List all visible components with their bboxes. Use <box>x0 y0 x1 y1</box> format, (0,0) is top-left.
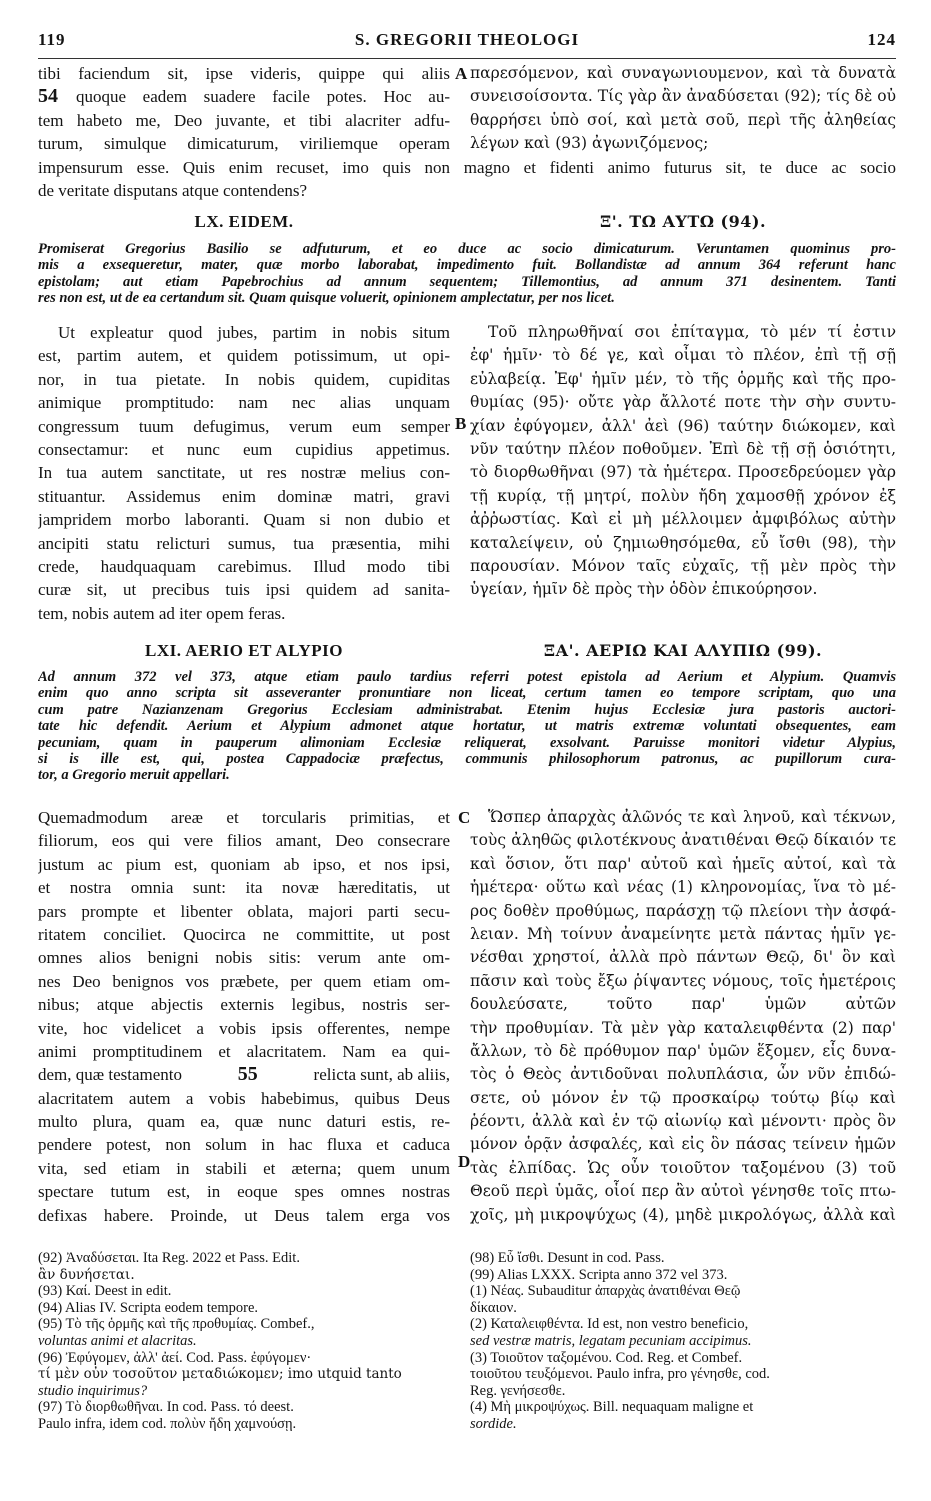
text-line: crede, haudquaquam carebimus. Illud modo tibi <box>38 556 450 576</box>
footnote-line: sed vestræ matris, legatam pecuniam accipimus. <box>470 1332 752 1349</box>
footnote-line: sordide. <box>470 1415 517 1432</box>
text-line: σετε, οὐ μόνον ἐν τῷ προσκαίρῳ τούτῳ βίῳ καὶ <box>470 1088 896 1107</box>
text-line: χίαν ἐφύγομεν, ἀλλ' ἀεὶ (96) ταύτην διώκομεν, καὶ <box>470 416 896 435</box>
text-line: συνεισοίσοντα. Τίς γὰρ ἂν ἀναδύσεται (92); τίς δὲ οὐ <box>470 87 896 106</box>
text-line: stituantur. Assidemus enim dominæ matri, gravi <box>38 486 450 506</box>
text-line: παρεσόμενον, καὶ συναγωνιουμενον, καὶ τὰ δυνατὰ <box>470 64 896 82</box>
text-line: δουλεύσατε, τοῦτο παρ' ὑμῶν αὐτῶν <box>470 995 896 1014</box>
text-line: Ut expleatur quod jubes, partim in nobis situm <box>58 323 450 342</box>
footnote-line: (95) Τὸ τῆς ὁρμῆς καὶ τῆς προθυμίας. Combef., <box>38 1316 315 1333</box>
text-line: turum, simulque dimicaturum, viriliemque operam <box>38 134 450 154</box>
text-line: ἄλλων, τὸ δὲ πρόθυμον παρ' ὑμῶν ἕξομεν, εἷς δυνα- <box>470 1041 896 1060</box>
letter-argument <box>38 241 896 307</box>
text-line: epistolam; aut etiam Papebrochius ad annum sequentem; Tillemontius, ad annum 371 desinentem. Tanti <box>38 273 896 290</box>
text-line: ancipiti statu relicturi sumus, tua præsentia, mihi <box>38 533 450 553</box>
footnote-line: Paulo infra, idem cod. πολὺν ἤδη χαμνούσῃ. <box>38 1415 297 1432</box>
text-line: enim quo anno scripta sit asseveranter pronuntiare non liceat, certum tamen eo tempore scriptam, quo una <box>38 685 896 702</box>
column-number: 55 <box>237 1063 258 1086</box>
footnote-line: Reg. γενήσεσθε. <box>470 1382 566 1399</box>
text-line: In tua autem sanctitate, ut res nostræ melius con- <box>38 463 450 483</box>
text-line: λέγων καὶ (93) ἀγωνιζόμενος; <box>470 134 709 153</box>
text-line: ἡμέτερα· οὕτω καὶ νέας (1) κληρονομίας, ἵνα τὸ μέ- <box>470 878 896 897</box>
footnote-line: (1) Νέας. Subauditur ἀπαρχὰς ἀνατιθέναι Θεῷ <box>470 1283 741 1300</box>
section-marker: C <box>458 808 471 827</box>
text-line: nor, in tua pietate. In nobis quidem, cupiditas <box>38 369 450 389</box>
letter60-latin-column <box>38 321 450 625</box>
text-line: pendere potest, non solum in hac fluxa et caduca <box>38 1135 450 1155</box>
letter-heading-latin: LXI. AERIO ET ALYPIO <box>144 641 343 660</box>
text-line: jampridem morbo laboranti. Quam si non dubio et <box>38 510 450 530</box>
text-line: tor, a Gregorio meruit appellari. <box>38 767 230 784</box>
footnote-line: (3) Τοιοῦτον ταξομένου. Cod. Reg. et Combef. <box>470 1349 743 1366</box>
text-line: Promiserat Gregorius Basilio se adfuturum, et eo duce ac socio dimicaturum. Veruntamen quominus pro- <box>38 241 896 257</box>
text-line: ἀῤῥωστίας. Καὶ εἰ μὴ μέλλοιμεν ἀμφιβόλως αὐτὴν <box>470 510 896 529</box>
footnote-line: (96) Ἐφύγομεν, ἀλλ' ἀεί. Cod. Pass. ἐφύγομεν· <box>38 1349 312 1366</box>
text-line: Ὥσπερ ἀπαρχὰς ἀλῶνός τε καὶ ληνοῦ, καὶ τέκνων, <box>488 808 896 826</box>
text-line: Τοῦ πληρωθῆναί σοι ἐπίταγμα, τὸ μέν τί ἐστιν <box>488 323 896 341</box>
text-line: omnes alios benigni nobis sitis: verum ante om- <box>38 948 450 968</box>
footnote-line: ἂν δυνήσεται. <box>38 1266 135 1283</box>
text-line: μόνον ὁρᾷν ἀσφαλές, καὶ εἰς ὃν πάσας τείνειν ἡμῶν <box>470 1135 896 1154</box>
text-line: τὰς ἐλπίδας. Ὡς οὖν τοιοῦτον ταξομένου (3) τοῦ <box>470 1158 896 1177</box>
text-line: mis a exsequeretur, mater, quæ morbo laborabat, impedimento fuit. Bollandistæ ad annum 364 referunt hanc <box>38 257 896 274</box>
text-line: congressum tuum defugimus, verum eum semper <box>38 416 450 436</box>
text-line: tem habeto me, Deo juvante, et tibi alacriter adfu- <box>38 110 450 130</box>
running-title: S. GREGORII THEOLOGI <box>354 30 580 49</box>
text-line: τὸς ὁ Θεὸς ἀντιδοῦναι πολυπλάσια, ὧν νῦν ἐπιδώ- <box>470 1065 896 1084</box>
text-line: ρος δοθὲν προθύμως, παράσχῃ τῷ πλείονι τὴν ἀσφά- <box>470 901 896 920</box>
text-line: est, partim autem, et quidem potissimum, ut opi- <box>38 346 450 366</box>
text-line: quoque eadem suadere facile potes. Hoc au- <box>76 87 450 107</box>
footnotes-right <box>470 1250 896 1433</box>
text-line: animique promptitudo: nam nec alias unquam <box>38 393 450 413</box>
text-line: λειαν. Μὴ τοίνυν ἀναμείνητε μετὰ πάντας ἡμῖν γε- <box>470 924 896 943</box>
letter61-latin-column <box>38 806 450 1227</box>
text-line: pecuniam, quam in pauperum alimoniam Ecclesiæ reliquerat, exsolvant. Paruisse monitori videtur Alypius, <box>38 734 896 751</box>
letter61-greek-column <box>470 806 896 1227</box>
text-line: vite, hoc videlicet a vobis ipsis offerentes, nempe <box>38 1018 450 1038</box>
text-line: Θεοῦ περὶ ὑμᾶς, οἷοί περ ἂν αὐτοὶ γένησθε τοῖς πτω- <box>470 1182 896 1201</box>
section-marker: D <box>458 1152 471 1171</box>
letter-argument <box>38 669 896 784</box>
footnotes-left <box>38 1250 450 1433</box>
text-line: τὸ διορθωθῆναι (97) τὰ ἡμέτερα. Προσεδρεύομεν γὰρ <box>470 463 896 482</box>
text-line: impensurum esse. Quis enim recuset, imo quis non magno et fidenti animo futurus sit, te duce ac socio <box>38 158 896 177</box>
text-line: ritatem conciliet. Quocirca ne committite, ut post <box>38 924 450 944</box>
text-line: animi promptitudinem et alacritatem. Nam ea qui- <box>38 1041 450 1061</box>
footnote-line: δίκαιον. <box>470 1299 517 1316</box>
text-line: τῇ κυρίᾳ, τῇ μητρί, πολὺν ἤδη χαμοσθῇ χρόνον ἐξ <box>470 486 896 505</box>
text-line: Quemadmodum areæ et torcularis primitias, et <box>38 808 450 827</box>
text-line: pars prompte et libenter oblata, majori parti secu- <box>38 901 450 921</box>
text-line: εὐλαβείᾳ. Ἐφ' ἡμῖν μέν, τὸ τῆς ὁρμῆς καὶ τῆς προ- <box>470 369 896 388</box>
top-greek-column <box>470 62 896 156</box>
text-line: filiorum, eos qui vere filios amant, Deo consecrare <box>38 831 450 851</box>
text-line: καταλείψειν, οὐ ζημιωθησόμεθα, εὖ ἴσθι (98), τὴν <box>470 533 896 552</box>
top-latin-column <box>38 62 450 156</box>
footnote-line: (2) Καταλειφθέντα. Id est, non vestro beneficio, <box>470 1316 749 1333</box>
header-rule <box>38 58 896 59</box>
letter-heading-greek: ΞΑ'. ΑΕΡΙΩ ΚΑΙ ΑΛΥΠΙΩ (99). <box>543 641 823 660</box>
page-number-left: 119 <box>38 30 66 49</box>
text-line: tibi faciendum sit, ipse videris, quippe qui aliis <box>38 64 450 83</box>
text-line: nes Deo benignos vos præbete, per quem etiam om- <box>38 971 450 991</box>
text-line: alacritatem autem a vobis habebimus, quibus Deus <box>38 1088 450 1108</box>
footnote-line: (94) Alias IV. Scripta eodem tempore. <box>38 1299 258 1316</box>
text-line: et nostra omnia sunt: ita novæ hæreditatis, ut <box>38 878 450 898</box>
footnote-line: τί μὲν οὖν τοσοῦτον μεταδιώκομεν; imo utquid tanto <box>38 1366 402 1383</box>
column-number: 54 <box>38 85 58 107</box>
footnote-line: (92) Ἀναδύσεται. Ita Reg. 2022 et Pass. Edit. <box>38 1250 300 1266</box>
footnote-line: (98) Εὖ ἴσθι. Desunt in cod. Pass. <box>470 1250 665 1266</box>
text-line: Ad annum 372 vel 373, atque etiam paulo tardius referri potest epistola ad Aerium et Alypium. Quamvis <box>38 669 896 685</box>
text-line: νῦν ταύτην πλέον ποθοῦμεν. Ἐπὶ δὲ τῇ σῇ ὁσιότητι, <box>470 439 896 458</box>
footnote-line: (4) Μὴ μικροψύχως. Bill. nequaquam maligne et <box>470 1399 754 1416</box>
footnote-line: (99) Alias LXXX. Scripta anno 372 vel 373. <box>470 1266 728 1283</box>
text-line: cum patre Nazianzenam Gregorius Ecclesiam administrabat. Etenim hujus Ecclesiæ jura pastoris auctori- <box>38 701 896 718</box>
text-line: si is ille est, qui, postea Cappadociæ præfectus, communis philosophorum patronus, ac pupillorum cura- <box>38 750 896 767</box>
running-head <box>38 30 896 56</box>
text-line: tate hic defendit. Aerium et Alypium admonet atque hortatur, ut matris extremæ voluntati obsequentes, eam <box>38 718 896 735</box>
text-line: consectamur: et nunc eum cupidius appetimus. <box>38 439 450 459</box>
text-line: res non est, ut de ea certandum sit. Quam quisque voluerit, opinionem amplectatur, per nos licet. <box>38 290 615 307</box>
top-full-width-text <box>38 156 896 203</box>
footnote-line: τοιοῦτου τευξόμενοι. Paulo infra, pro γένησθε, cod. <box>470 1366 770 1383</box>
text-line <box>38 1063 450 1086</box>
text-line: πᾶσιν καὶ τοὺς ἔξω ῥίψαντες νόμους, τοῖς ἡμετέροις <box>470 971 896 990</box>
text-line: vita, sed etiam in stabili et æterna; quem unum <box>38 1158 450 1178</box>
footnote-line: (97) Τὸ διορθωθῆναι. In cod. Pass. τό deest. <box>38 1399 294 1416</box>
text-line: τοὺς ἀληθῶς φιλοτέκνους ἀνατιθέναι Θεῷ δίκαιόν τε <box>470 831 896 850</box>
letter-heading-greek: Ξ'. ΤΩ ΑΥΤΩ (94). <box>599 212 767 231</box>
page-number-right: 124 <box>867 30 896 49</box>
footnote-line: voluntas animi et alacritas. <box>38 1332 197 1349</box>
text-line: παρουσίαν. Μόνον ταῖς εὐχαῖς, τῇ μὲν πρὸς τὴν <box>470 556 896 575</box>
text-line: nibus; atque abjectis externis legibus, nostris ser- <box>38 995 450 1015</box>
text-line: ἐφ' ἡμῖν· τὸ δέ γε, καὶ οἶμαι τὸ πλέον, ἐπὶ τῇ σῇ <box>470 346 896 365</box>
text-line: multo plura, quam ea, quæ nunc daturi estis, re- <box>38 1112 450 1132</box>
text-line: defixas habere. Proinde, ut Deus talem erga vos <box>38 1205 450 1225</box>
text-line: καὶ ὅσιον, ὅτι παρ' αὐτοῦ καὶ ἡμεῖς αὐτοί, καὶ τὰ <box>470 854 896 873</box>
section-marker: A <box>455 64 468 83</box>
text-line: ὑγείαν, ἡμῖν δὲ πρὸς τὴν ὁδὸν ἐπικούρησον. <box>470 580 818 599</box>
footnote-line: (93) Καί. Deest in edit. <box>38 1283 172 1300</box>
footnote-line: studio inquirimus? <box>38 1382 148 1399</box>
letter60-greek-column <box>470 321 896 602</box>
text-segment: relicta sunt, ab aliis, <box>313 1065 450 1085</box>
text-line: χοῖς, μὴ μικροψύχως (4), μηδὲ μικρολόγως, ἀλλὰ καὶ <box>470 1205 896 1224</box>
text-line: θαρρήσει ὑπὸ σοί, καὶ μετὰ σοῦ, περὶ τῆς ἀληθείας <box>470 110 896 129</box>
text-line: θυμίας (95)· οὔτε γὰρ ἄλλοτέ ποτε τὴν σὴν συντυ- <box>470 393 896 412</box>
text-line: justum ac pium est, quoniam ab ipso, et nos ipsi, <box>38 854 450 874</box>
text-line: ῥέοντι, ἀλλὰ καὶ ἐν τῷ αἰωνίῳ καὶ μένοντι· πρὸς ὃν <box>470 1112 896 1131</box>
section-marker: B <box>455 414 467 433</box>
text-line: curæ sit, ut precibus tuis ipsi quidem ad sanita- <box>38 580 450 600</box>
text-line: de veritate disputans atque contendens? <box>38 181 308 201</box>
text-line: τὴν προθυμίαν. Τὰ μὲν γὰρ καταλειφθέντα (2) παρ' <box>470 1018 896 1037</box>
text-segment: dem, quæ testamento <box>38 1065 183 1085</box>
text-line: spectare tutum est, in eoque spes omnes nostras <box>38 1182 450 1202</box>
text-line: tem, nobis autem ad iter opem feras. <box>38 603 286 623</box>
letter-heading-latin: LX. EIDEM. <box>194 212 294 231</box>
text-line: νέσθαι χρηστοί, ἀλλὰ πρὸ πάντων Θεῷ, δι' ὃν καὶ <box>470 948 896 967</box>
